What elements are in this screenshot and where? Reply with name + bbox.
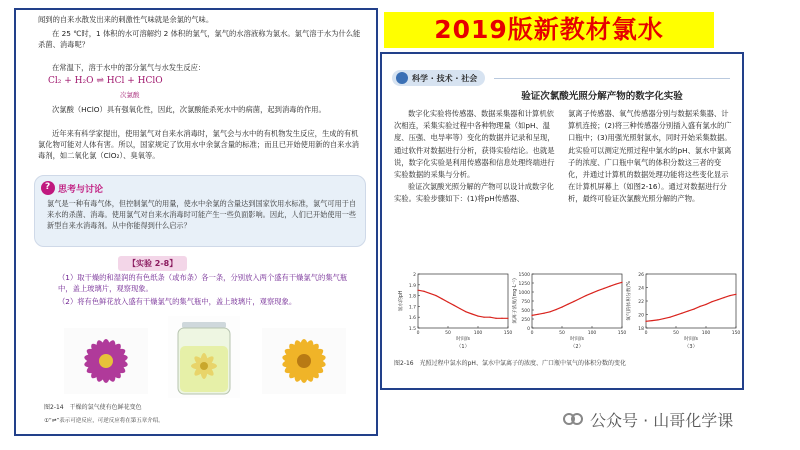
experiment-step-2: （2）将有色鲜花放入盛有干燥氯气的集气瓶中，盖上玻璃片，观察现象。 — [58, 297, 297, 306]
article-title: 验证次氯酸光照分解产物的数字化实验 — [521, 91, 683, 102]
y-tick-label: 22 — [638, 300, 644, 305]
data-point — [573, 301, 574, 302]
data-point — [609, 286, 610, 287]
discussion-title: 思考与讨论 — [58, 184, 104, 195]
y-tick-label: 0 — [527, 327, 530, 332]
y-tick-label: 750 — [521, 300, 530, 305]
y-axis-label: 氯水的pH — [399, 290, 404, 312]
data-point — [699, 306, 700, 307]
data-point — [645, 321, 646, 322]
x-tick-label: 150 — [617, 331, 627, 336]
data-point — [651, 320, 652, 321]
y-tick-label: 1.9 — [408, 283, 416, 289]
chart-svg — [510, 268, 628, 354]
x-tick-label: 50 — [673, 331, 679, 336]
wechat-official-account-icon — [562, 410, 584, 428]
data-point — [489, 317, 490, 318]
data-point — [681, 313, 682, 314]
section-divider — [494, 78, 730, 79]
data-point — [669, 317, 670, 318]
y-tick-label: 500 — [521, 309, 530, 314]
x-tick-label: 100 — [587, 331, 597, 336]
data-point — [459, 308, 460, 309]
text-column-1 — [394, 108, 560, 206]
section-label-bar — [392, 70, 485, 86]
data-point — [675, 315, 676, 316]
data-point — [429, 293, 430, 294]
x-tick-label: 100 — [701, 331, 711, 336]
data-point — [717, 299, 718, 300]
data-point — [597, 290, 598, 291]
data-point — [585, 295, 586, 296]
data-point — [549, 311, 550, 312]
data-point — [615, 283, 616, 284]
data-point — [579, 298, 580, 299]
experiment-steps — [58, 272, 358, 307]
discussion-text: 氯气是一种有毒气体，但控制氯气的用量，使水中余氯的含量达到国家饮用水标准，氯气可用于自来水的杀菌、消毒。使用氯气对自来水消毒时可能产生一些负面影响。因此，人们已开始使用一些新型自来水消毒剂。从中你能得到什么启示？ — [47, 199, 357, 230]
x-tick-label: 0 — [416, 331, 420, 336]
gas-jar-photo — [168, 316, 240, 398]
column-1-para-2: 验证次氯酸光照分解的产物可以设计成数字化实验。实验步骤如下：(1)将pH传感器、 — [394, 182, 554, 204]
data-point — [495, 318, 496, 319]
data-point — [435, 295, 436, 296]
y-tick-label: 250 — [521, 318, 530, 323]
data-point — [657, 319, 658, 320]
data-point — [723, 297, 724, 298]
text-column-2 — [568, 108, 734, 206]
discussion-box — [34, 175, 366, 247]
data-point — [531, 315, 532, 316]
data-point — [483, 317, 484, 318]
data-point — [621, 282, 622, 283]
paragraph-1: 闻到的自来水散发出来的刺激性气味就是余氯的气味。 — [38, 15, 214, 24]
y-tick-label: 1.6 — [408, 316, 416, 322]
x-axis-label: 时间/s — [456, 337, 470, 342]
x-tick-label: 50 — [445, 331, 451, 336]
x-tick-label: 100 — [473, 331, 483, 336]
data-point — [603, 288, 604, 289]
data-point — [465, 311, 466, 312]
data-point — [417, 290, 418, 291]
y-tick-label: 18 — [638, 327, 644, 332]
plot-frame — [418, 274, 508, 328]
discussion-header — [41, 181, 103, 195]
textbook-page-right — [380, 52, 744, 390]
column-1-para-1: 数字化实验将传感器、数据采集器和计算机依次相连，采集实验过程中各种物理量（如pH、温度、压强、电导率等）变化的数据并记录和呈现，通过软件对数据进行分析，获得实验结论。也就是说，数字化实验是利用传感器和信息处理终端进行实验数据的采集与分析。 — [394, 109, 555, 180]
y-tick-label: 1.8 — [408, 294, 416, 300]
data-point — [441, 298, 442, 299]
textbook-page-left — [14, 8, 378, 436]
data-point — [711, 301, 712, 302]
y-tick-label: 26 — [638, 273, 644, 278]
experiment-step-1: （1）取干燥的和湿润的有色纸条（或布条）各一条，分别放入两个盛有干燥氯气的集气瓶中，盖上玻璃片，观察现象。 — [58, 273, 348, 293]
flower-photo-purple — [64, 328, 148, 394]
chart-oxygen — [624, 268, 742, 354]
y-tick-label: 1500 — [518, 273, 530, 278]
paragraph-4: 次氯酸（HClO）具有强氧化性，因此，次氯酸能杀死水中的病菌，起到消毒的作用。 — [52, 105, 326, 114]
data-point — [729, 295, 730, 296]
data-point — [447, 301, 448, 302]
y-tick-label: 24 — [638, 286, 644, 292]
x-tick-label: 0 — [644, 331, 648, 336]
x-tick-label: 50 — [559, 331, 565, 336]
y-tick-label: 1000 — [518, 291, 530, 296]
data-point — [507, 318, 508, 319]
x-axis-label: 时间/s — [570, 337, 584, 342]
science-icon — [396, 72, 408, 84]
y-tick-label: 1.7 — [408, 305, 416, 311]
data-point — [591, 292, 592, 293]
headline-banner: 2019版新教材氯水 — [384, 12, 714, 48]
y-tick-label: 20 — [638, 313, 644, 319]
figure-caption-right: 图2-16 光照过程中氯水的pH、氯水中氯离子的浓度、广口瓶中氧气的体积分数的变化 — [394, 360, 626, 367]
data-point — [663, 318, 664, 319]
data-point — [477, 316, 478, 317]
figure-caption-left: 图2-14 干燥的氯气使有色鲜花变色 — [44, 404, 142, 411]
data-point — [471, 313, 472, 314]
data-point — [543, 313, 544, 314]
experiment-title: 【实验 2-8】 — [118, 256, 187, 271]
section-label: 科学 · 技术 · 社会 — [412, 73, 478, 83]
data-point — [705, 304, 706, 305]
x-tick-label: 0 — [530, 331, 534, 336]
x-axis-label: 时间/s — [684, 337, 698, 342]
data-point — [555, 309, 556, 310]
data-point — [453, 305, 454, 306]
data-point — [567, 304, 568, 305]
watermark-text: 公众号 · 山哥化学课 — [590, 410, 734, 430]
chart-ph — [396, 268, 514, 354]
flower-photo-yellow — [262, 328, 346, 394]
y-axis-label: 氧气的体积分数/% — [627, 281, 632, 321]
panel-label: （1） — [456, 344, 470, 350]
data-point — [423, 291, 424, 292]
x-tick-label: 150 — [503, 331, 513, 336]
paragraph-3: 在常温下，溶于水中的部分氯气与水发生反应： — [52, 63, 206, 72]
data-point — [501, 318, 502, 319]
y-axis-label: 氯离子浓度/(mg·L⁻¹) — [513, 278, 518, 324]
x-tick-label: 150 — [731, 331, 741, 336]
watermark — [562, 406, 782, 432]
paragraph-5: 近年来有科学家提出，使用氯气对自来水消毒时，氯气会与水中的有机物发生反应，生成的有机氯化物可能对人体有害。所以，国家规定了饮用水中余氯含量的标准；而且已开始使用新的自来水消毒剂，如二氧化氯（ClO₂）、臭氧等。 — [38, 129, 360, 161]
data-point — [561, 307, 562, 308]
column-2-para-1: 氯离子传感器、氧气传感器分别与数据采集器、计算机连接；(2)将三种传感器分别插入盛有氯水的广口瓶中；(3)用强光照射氯水，同时开始采集数据。此实验可以测定光照过程中氯水的pH、氯水中氯离子的浓度、广口瓶中氧气的体积分数这三者的变化，并通过计算机的数据处理功能将这些变化显示在计算机屏幕上（如图2-16）。通过对数据进行分析，最终可验证次氯酸光照分解的产物。 — [568, 109, 732, 204]
chart-svg — [624, 268, 742, 354]
data-point — [693, 309, 694, 310]
paragraph-2: 在 25 ℃时，1 体积的水可溶解约 2 体积的氯气，氯气的水溶液称为氯水。氯气溶于水为什么能杀菌、消毒呢？ — [38, 29, 361, 50]
panel-label: （2） — [570, 344, 584, 350]
data-point — [687, 311, 688, 312]
plot-frame — [532, 274, 622, 328]
y-tick-label: 1250 — [518, 282, 530, 287]
data-point — [735, 294, 736, 295]
chart-chloride — [510, 268, 628, 354]
data-point — [537, 314, 538, 315]
equation-note: 次氯酸 — [120, 91, 140, 99]
question-icon — [41, 181, 55, 195]
y-tick-label: 1.5 — [408, 327, 416, 332]
y-tick-label: 2 — [413, 273, 416, 278]
chemical-equation: Cl₂ + H₂O ⇌ HCl + HClO — [48, 76, 163, 86]
panel-label: （3） — [684, 344, 698, 350]
footnote: ①“⇌”表示可逆反应，可逆反应将在第五章介绍。 — [44, 418, 164, 424]
chart-svg — [396, 268, 514, 354]
